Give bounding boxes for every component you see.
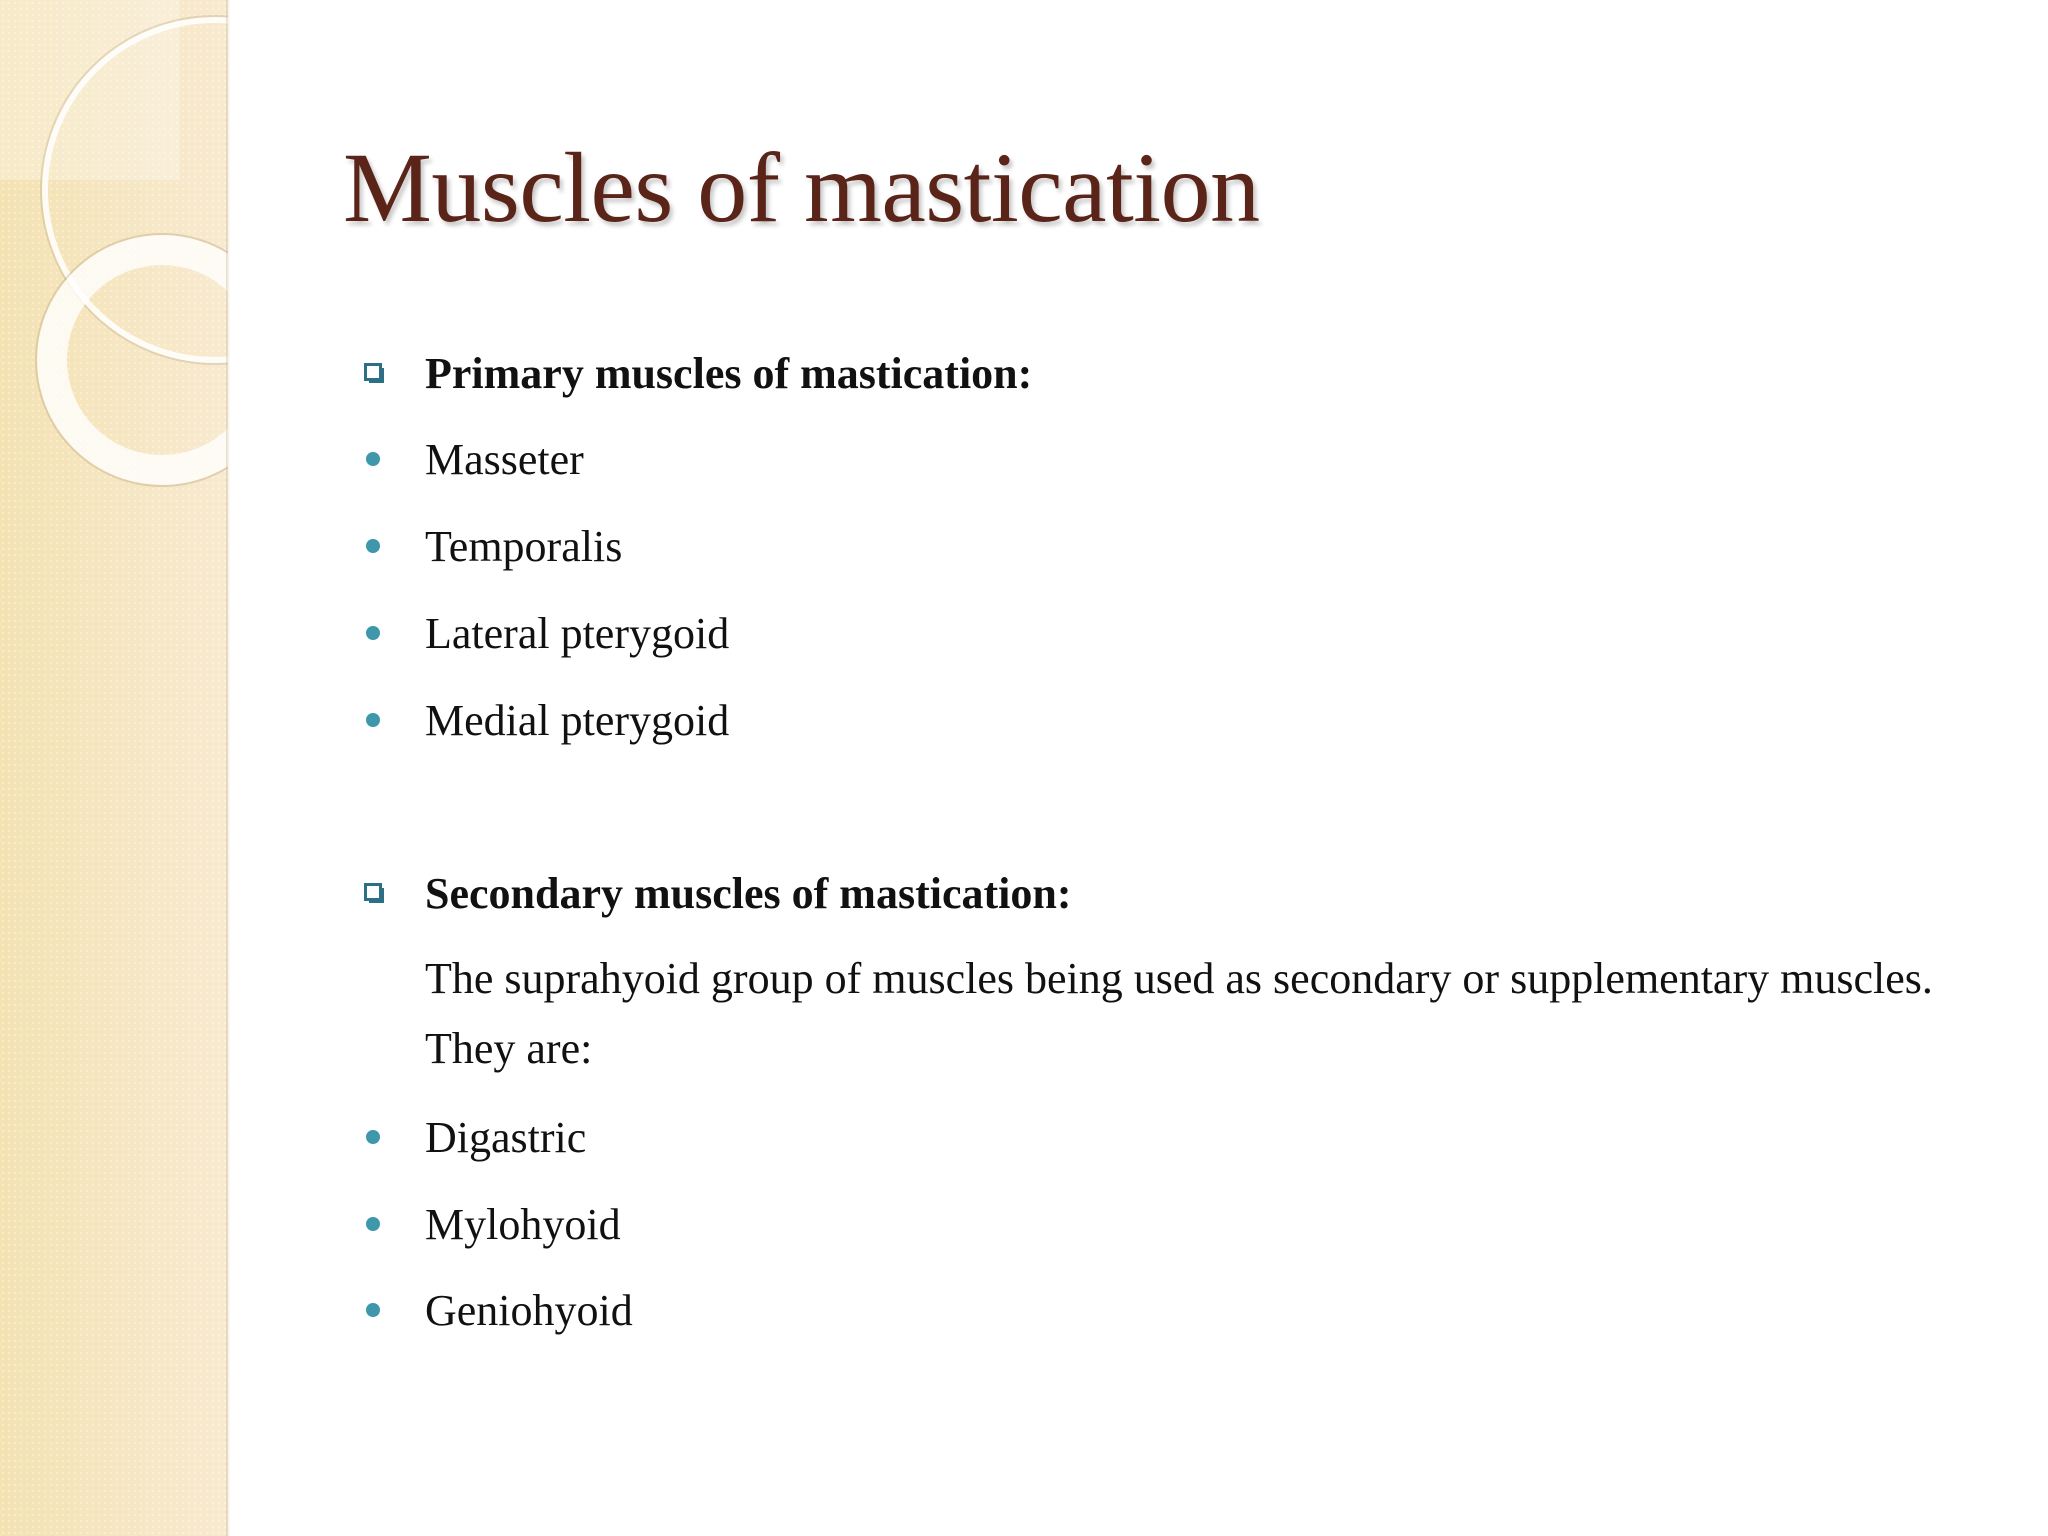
slide-title: Muscles of mastication <box>343 132 1260 243</box>
list-item: Masseter <box>425 435 584 484</box>
round-bullet-icon <box>366 452 380 466</box>
primary-heading: Primary muscles of mastication: <box>425 349 1033 398</box>
list-item: Digastric <box>425 1113 587 1162</box>
round-bullet-icon <box>366 713 380 727</box>
secondary-description: The suprahyoid group of muscles being used as secondary or supplementary muscles. They are: <box>425 954 1933 1073</box>
round-bullet-icon <box>366 1130 380 1144</box>
list-item: Medial pterygoid <box>425 696 730 745</box>
round-bullet-icon <box>366 1217 380 1231</box>
list-item: Temporalis <box>425 522 623 571</box>
list-item: Mylohyoid <box>425 1200 621 1249</box>
round-bullet-icon <box>366 626 380 640</box>
list-item: Lateral pterygoid <box>425 609 730 658</box>
secondary-heading: Secondary muscles of mastication: <box>425 869 1072 918</box>
round-bullet-icon <box>366 539 380 553</box>
round-bullet-icon <box>366 1303 380 1317</box>
hollow-square-bullet-icon <box>364 363 384 383</box>
hollow-square-bullet-icon <box>364 883 384 903</box>
list-item: Geniohyoid <box>425 1286 633 1335</box>
